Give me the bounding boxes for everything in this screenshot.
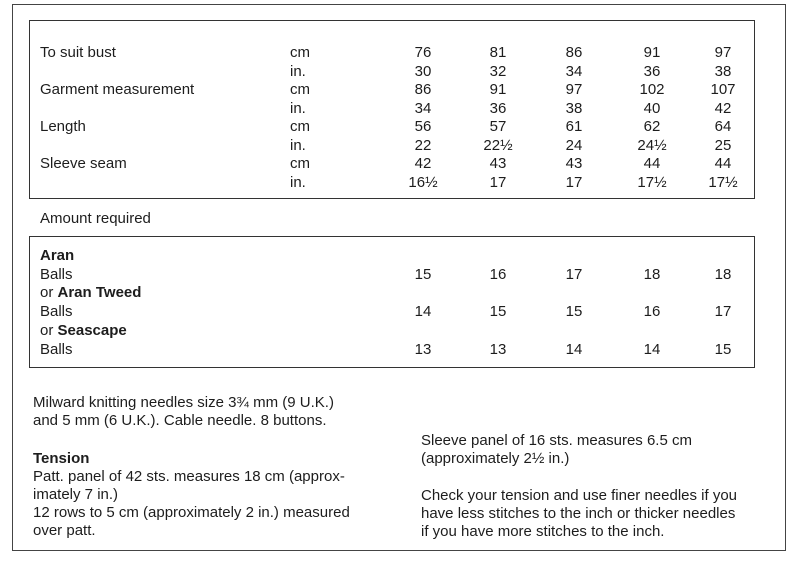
measurement-value: 17½	[708, 173, 738, 191]
tension-line: Patt. panel of 42 sts. measures 18 cm (approx-	[33, 468, 345, 485]
measurement-value: 43	[489, 155, 507, 172]
measurement-value: 86	[565, 44, 583, 61]
measurement-label: Sleeve seam	[40, 155, 127, 172]
amount-required-heading: Amount required	[40, 210, 151, 227]
measurement-value: 44	[714, 155, 732, 172]
measurement-value: 107	[710, 81, 736, 98]
measurement-unit: in.	[290, 99, 306, 117]
measurement-value: 56	[414, 118, 432, 135]
tension-line: 12 rows to 5 cm (approximately 2 in.) measured	[33, 504, 350, 521]
balls-value: 13	[414, 340, 432, 358]
amount-row	[40, 341, 760, 359]
balls-value: 18	[714, 265, 732, 283]
measurement-value: 97	[714, 44, 732, 61]
balls-value: 13	[489, 340, 507, 358]
measurement-unit: in.	[290, 173, 306, 191]
measurement-row	[40, 100, 760, 118]
measurement-value: 43	[565, 155, 583, 172]
measurement-label: Length	[40, 118, 86, 135]
measurement-value: 36	[643, 62, 661, 80]
check-line: have less stitches to the inch or thicker needles	[421, 505, 736, 522]
measurement-value: 17	[489, 173, 507, 191]
check-line: if you have more stitches to the inch.	[421, 523, 665, 540]
balls-value: 14	[414, 303, 432, 321]
measurement-value: 34	[414, 99, 432, 117]
measurement-value: 64	[714, 118, 732, 135]
amount-row	[40, 322, 760, 340]
measurement-label: To suit bust	[40, 44, 116, 61]
needles-line: and 5 mm (6 U.K.). Cable needle. 8 buttons.	[33, 412, 327, 429]
tension-note	[33, 450, 350, 540]
measurement-value: 16½	[408, 173, 438, 191]
yarn-name: Aran Tweed	[57, 284, 142, 302]
measurement-value: 25	[714, 136, 732, 154]
yarn-prefix: or	[40, 284, 58, 302]
measurement-unit: cm	[290, 155, 310, 172]
yarn-prefix: or	[40, 321, 58, 339]
amount-row	[40, 266, 760, 284]
amount-label	[40, 322, 127, 340]
measurement-row	[40, 118, 760, 136]
amount-row	[40, 247, 760, 265]
needles-line: Milward knitting needles size 3¾ mm (9 U.K.)	[33, 394, 334, 411]
measurement-value: 17½	[637, 173, 667, 191]
measurement-value: 97	[565, 81, 583, 98]
balls-value: 15	[714, 340, 732, 358]
amount-row	[40, 303, 760, 321]
measurement-unit: in.	[290, 136, 306, 154]
measurement-value: 91	[643, 44, 661, 61]
amount-label	[40, 341, 73, 359]
measurement-value: 81	[489, 44, 507, 61]
measurement-value: 32	[489, 62, 507, 80]
measurement-value: 24	[565, 136, 583, 154]
measurement-value: 30	[414, 62, 432, 80]
measurement-value: 36	[489, 99, 507, 117]
yarn-prefix: Balls	[40, 303, 73, 321]
measurement-value: 22½	[483, 136, 513, 154]
amount-label	[40, 284, 141, 302]
sleeve-panel-note	[421, 432, 692, 468]
measurement-value: 86	[414, 81, 432, 98]
tension-line: over patt.	[33, 522, 96, 539]
amount-label	[40, 303, 73, 321]
measurement-row	[40, 174, 760, 192]
measurement-row	[40, 81, 760, 99]
check-line: Check your tension and use finer needles if you	[421, 487, 738, 504]
sleeve-panel-line: (approximately 2½ in.)	[421, 450, 570, 467]
measurement-value: 40	[643, 99, 661, 117]
balls-value: 16	[643, 303, 661, 321]
balls-value: 15	[414, 265, 432, 283]
measurement-value: 38	[714, 62, 732, 80]
measurement-value: 61	[565, 118, 583, 135]
tension-heading: Tension	[33, 450, 90, 467]
amount-row	[40, 284, 760, 302]
measurement-value: 44	[643, 155, 661, 172]
balls-value: 15	[489, 303, 507, 321]
check-tension-note	[421, 487, 737, 541]
balls-value: 14	[565, 340, 583, 358]
yarn-prefix: Balls	[40, 340, 73, 358]
balls-value: 17	[565, 265, 583, 283]
measurement-value: 62	[643, 118, 661, 135]
measurement-row	[40, 44, 760, 62]
measurement-row	[40, 63, 760, 81]
measurement-label: Garment measurement	[40, 81, 195, 98]
measurement-unit: cm	[290, 81, 310, 98]
measurement-value: 76	[414, 44, 432, 61]
measurement-value: 38	[565, 99, 583, 117]
measurement-value: 57	[489, 118, 507, 135]
balls-value: 18	[643, 265, 661, 283]
measurement-value: 42	[714, 99, 732, 117]
measurement-value: 34	[565, 62, 583, 80]
measurement-row	[40, 137, 760, 155]
tension-line: imately 7 in.)	[33, 486, 119, 503]
balls-value: 16	[489, 265, 507, 283]
measurement-value: 102	[639, 81, 665, 98]
measurement-unit: cm	[290, 118, 310, 135]
yarn-prefix: Balls	[40, 265, 73, 283]
yarn-name: Seascape	[57, 321, 127, 339]
measurement-value: 22	[414, 136, 432, 154]
balls-value: 17	[714, 303, 732, 321]
sleeve-panel-line: Sleeve panel of 16 sts. measures 6.5 cm	[421, 432, 692, 449]
balls-value: 14	[643, 340, 661, 358]
measurement-value: 24½	[637, 136, 667, 154]
measurement-value: 42	[414, 155, 432, 172]
measurement-unit: in.	[290, 62, 306, 80]
measurement-row	[40, 155, 760, 173]
measurement-value: 91	[489, 81, 507, 98]
amount-label	[40, 266, 73, 284]
balls-value: 15	[565, 303, 583, 321]
needles-note	[33, 394, 334, 430]
measurement-unit: cm	[290, 44, 310, 61]
measurement-value: 17	[565, 173, 583, 191]
yarn-name: Aran	[40, 247, 75, 264]
amount-label	[40, 247, 74, 265]
